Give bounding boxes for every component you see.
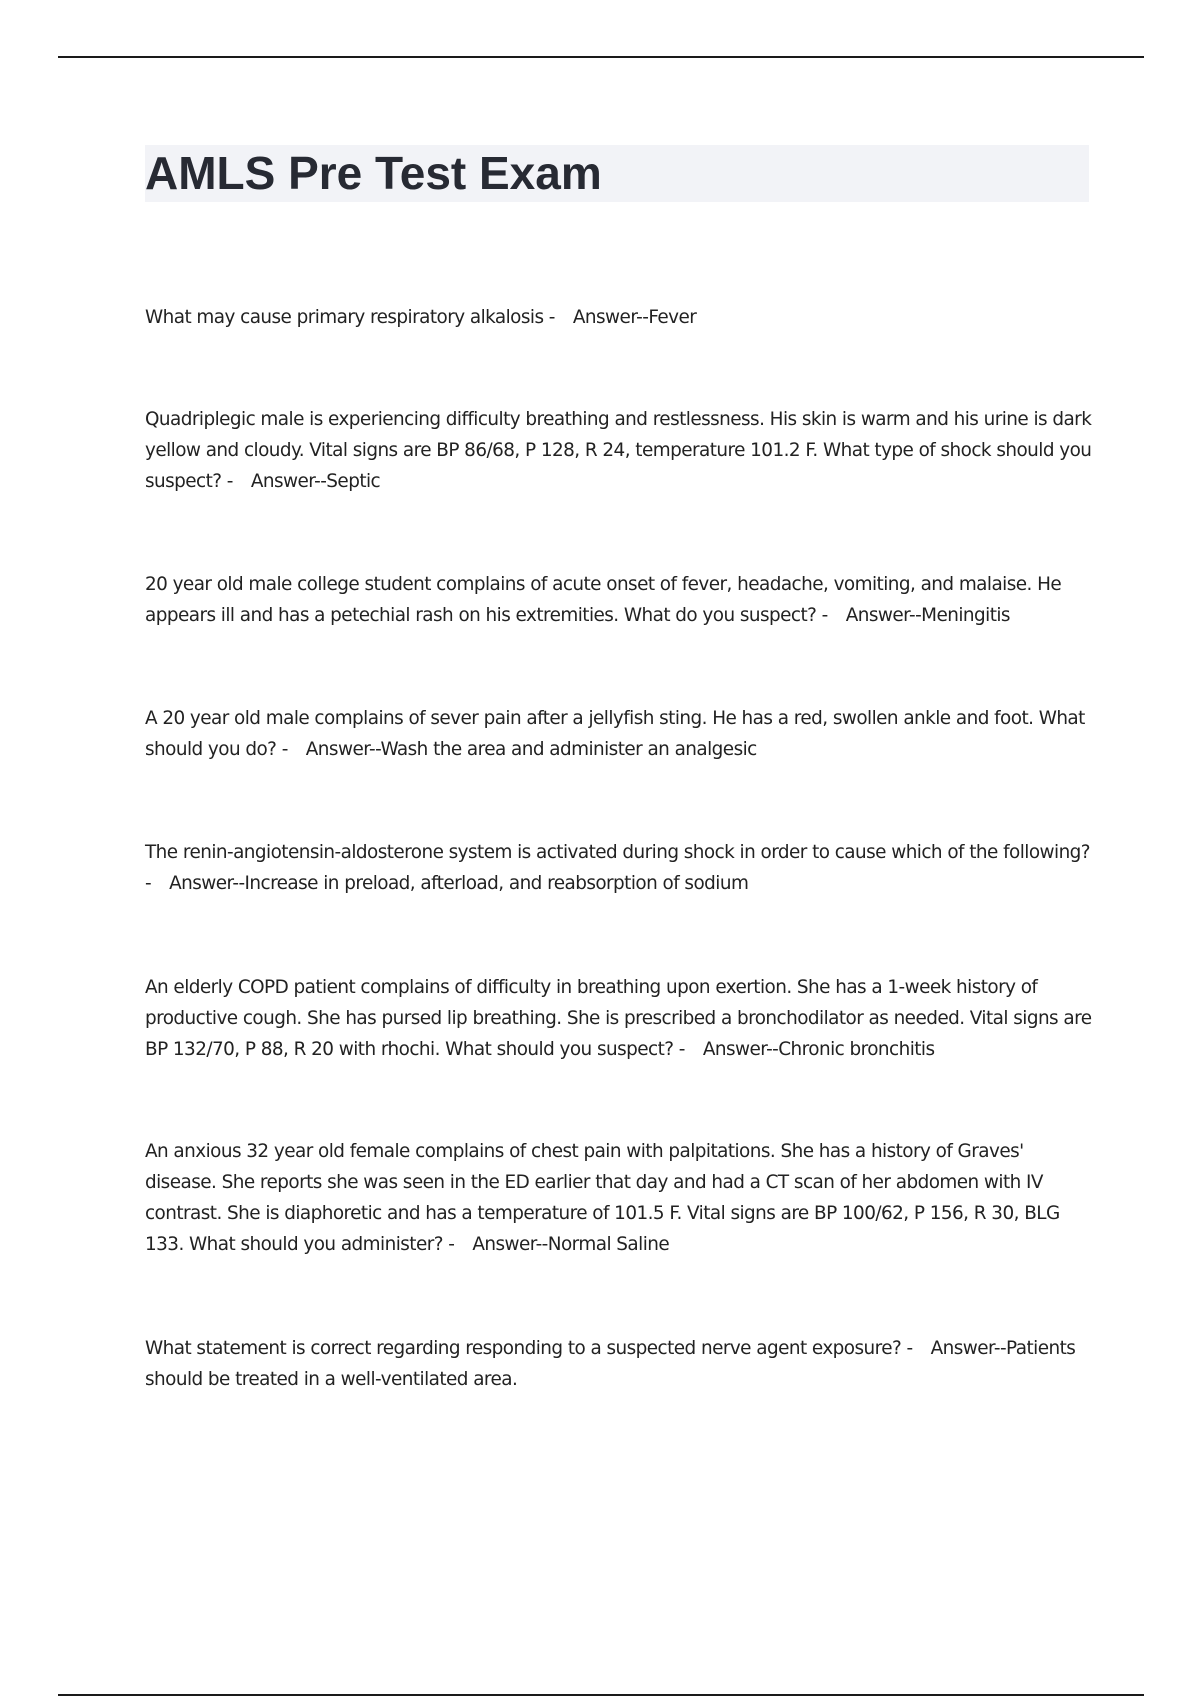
question-text: An anxious 32 year old female complains of chest pain with palpitations. She has a history of Graves' disease. She reports she was seen in the ED earlier that day and had a CT scan of her abdomen with IV contrast. She is diaphoretic and has a temperature of 101.5 F. Vital signs are BP 100/62, P 156, R 30, BLG 133. What should you administer? - xyxy=(145,1141,1060,1255)
answer-text: Answer--Chronic bronchitis xyxy=(702,1039,935,1060)
qa-item-2 xyxy=(145,404,1093,497)
question-text: Quadriplegic male is experiencing difficulty breathing and restlessness. His skin is warm and his urine is dark yellow and cloudy. Vital signs are BP 86/68, P 128, R 24, temperature 101.2 F. What type of shock should you suspect? - xyxy=(145,409,1092,492)
page-title: AMLS Pre Test Exam xyxy=(145,147,602,199)
question-text: An elderly COPD patient complains of difficulty in breathing upon exertion. She has a 1-week history of productive cough. She has pursed lip breathing. She is prescribed a bronchodilator as needed. Vital signs are BP 132/70, P 88, R 20 with rhochi. What should you suspect? - xyxy=(145,977,1092,1060)
answer-text: Answer--Wash the area and administer an analgesic xyxy=(305,739,757,760)
question-text: 20 year old male college student complains of acute onset of fever, headache, vomiting, and malaise. He appears ill and has a petechial rash on his extremities. What do you suspect? - xyxy=(145,574,1062,626)
bottom-rule xyxy=(58,1694,1144,1696)
qa-item-1 xyxy=(145,302,1093,333)
question-text: What may cause primary respiratory alkalosis - xyxy=(145,307,555,328)
answer-text: Answer--Fever xyxy=(572,307,697,328)
question-text: What statement is correct regarding responding to a suspected nerve agent exposure? - xyxy=(145,1338,913,1359)
qa-item-6 xyxy=(145,972,1093,1065)
qa-item-8 xyxy=(145,1333,1093,1395)
qa-item-3 xyxy=(145,569,1093,631)
answer-text: Answer--Normal Saline xyxy=(472,1234,670,1255)
answer-text: Answer--Patients should be treated in a well-ventilated area. xyxy=(145,1338,1076,1390)
answer-text: Answer--Meningitis xyxy=(845,605,1010,626)
qa-item-5 xyxy=(145,837,1093,899)
answer-text: Answer--Septic xyxy=(250,471,381,492)
qa-item-4 xyxy=(145,703,1093,765)
question-text: The renin-angiotensin-aldosterone system is activated during shock in order to cause which of the following? - xyxy=(145,842,1091,894)
qa-item-7 xyxy=(145,1136,1093,1260)
top-rule xyxy=(58,56,1144,58)
question-text: A 20 year old male complains of sever pain after a jellyfish sting. He has a red, swollen ankle and foot. What should you do? - xyxy=(145,708,1085,760)
answer-text: Answer--Increase in preload, afterload, and reabsorption of sodium xyxy=(169,873,749,894)
